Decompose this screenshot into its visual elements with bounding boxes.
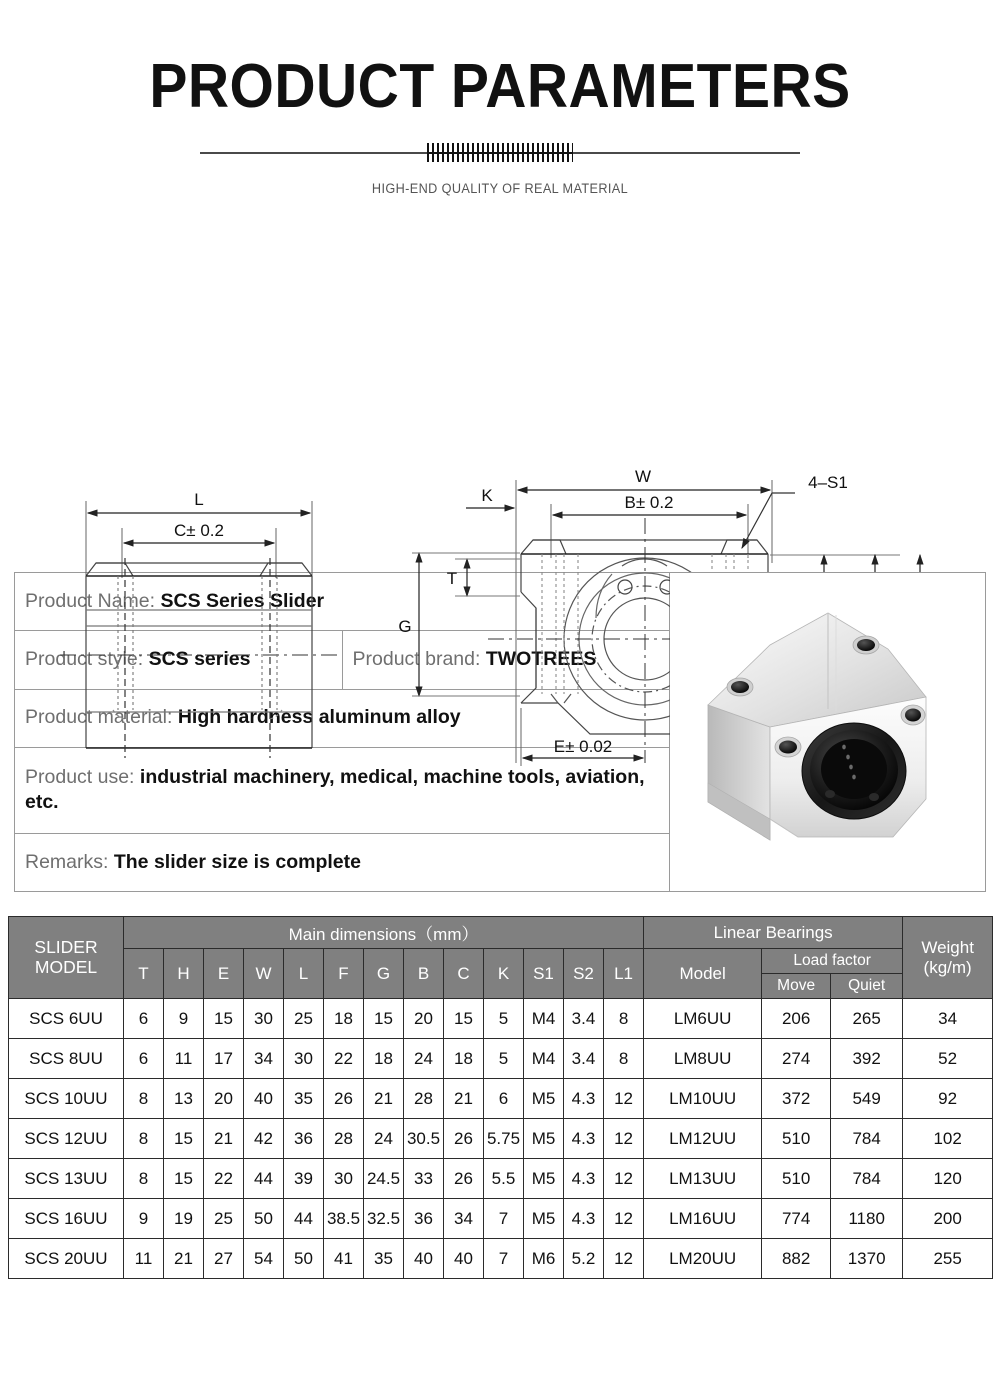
cell-dim-W: 30 xyxy=(244,999,284,1039)
cell-dim-W: 40 xyxy=(244,1079,284,1119)
cell-dim-C: 40 xyxy=(444,1239,484,1279)
th-dim-L: L xyxy=(284,949,324,999)
cell-load-move: 372 xyxy=(762,1079,831,1119)
cell-dim-W: 34 xyxy=(244,1039,284,1079)
cell-dim-E: 22 xyxy=(204,1159,244,1199)
th-dim-S2: S2 xyxy=(564,949,604,999)
cell-dim-G: 15 xyxy=(364,999,404,1039)
product-photo xyxy=(678,587,978,877)
th-main-dimensions: Main dimensions（mm） xyxy=(124,917,644,949)
cell-load-quiet: 784 xyxy=(831,1119,903,1159)
th-dim-L1: L1 xyxy=(604,949,644,999)
cell-dim-C: 21 xyxy=(444,1079,484,1119)
cell-dim-T: 6 xyxy=(124,999,164,1039)
info-value-material: High hardness aluminum alloy xyxy=(177,706,461,729)
label-E: E± 0.02 xyxy=(553,737,613,757)
cell-bearing-model: LM6UU xyxy=(644,999,762,1039)
cell-dim-W: 42 xyxy=(244,1119,284,1159)
cell-weight: 255 xyxy=(903,1239,993,1279)
cell-dim-C: 26 xyxy=(444,1159,484,1199)
info-label-brand: Product brand: xyxy=(352,648,481,671)
info-row-style-brand xyxy=(15,631,670,689)
info-value-use: industrial machinery, medical, machine tools, aviation, etc. xyxy=(25,765,645,814)
cell-dim-L: 25 xyxy=(284,999,324,1039)
cell-load-quiet: 549 xyxy=(831,1079,903,1119)
cell-dim-G: 24 xyxy=(364,1119,404,1159)
cell-dim-H: 11 xyxy=(164,1039,204,1079)
cell-dim-E: 20 xyxy=(204,1079,244,1119)
info-value-style: SCS series xyxy=(148,648,251,671)
cell-dim-L: 39 xyxy=(284,1159,324,1199)
cell-dim-T: 11 xyxy=(124,1239,164,1279)
th-weight: Weight (kg/m) xyxy=(903,917,993,999)
info-value-name: SCS Series Slider xyxy=(160,589,325,612)
cell-dim-H: 15 xyxy=(164,1159,204,1199)
table-row xyxy=(9,1159,993,1199)
cell-weight: 52 xyxy=(903,1039,993,1079)
info-row-use xyxy=(15,747,670,833)
info-row-remarks xyxy=(15,833,670,891)
cell-dim-S1: M4 xyxy=(524,999,564,1039)
cell-dim-F: 22 xyxy=(324,1039,364,1079)
cell-dim-W: 44 xyxy=(244,1159,284,1199)
info-value-brand: TWOTREES xyxy=(485,648,597,671)
th-dim-G: G xyxy=(364,949,404,999)
cell-dim-S2: 5.2 xyxy=(564,1239,604,1279)
info-label-name: Product Name: xyxy=(25,589,156,612)
cell-dim-L: 35 xyxy=(284,1079,324,1119)
table-row xyxy=(9,1199,993,1239)
cell-dim-K: 7 xyxy=(484,1199,524,1239)
cell-dim-B: 36 xyxy=(404,1199,444,1239)
cell-bearing-model: LM12UU xyxy=(644,1119,762,1159)
cell-dim-L1: 12 xyxy=(604,1159,644,1199)
cell-dim-B: 24 xyxy=(404,1039,444,1079)
product-photo-panel xyxy=(670,572,986,892)
cell-dim-H: 15 xyxy=(164,1119,204,1159)
cell-dim-L1: 12 xyxy=(604,1119,644,1159)
table-row xyxy=(9,1239,993,1279)
spec-table-body xyxy=(9,999,993,1279)
cell-dim-G: 18 xyxy=(364,1039,404,1079)
cell-dim-S1: M5 xyxy=(524,1159,564,1199)
cell-bearing-model: LM16UU xyxy=(644,1199,762,1239)
cell-load-quiet: 265 xyxy=(831,999,903,1039)
cell-dim-S1: M5 xyxy=(524,1119,564,1159)
cell-dim-L: 50 xyxy=(284,1239,324,1279)
cell-load-quiet: 1370 xyxy=(831,1239,903,1279)
cell-dim-L: 36 xyxy=(284,1119,324,1159)
cell-dim-K: 5.5 xyxy=(484,1159,524,1199)
label-C: C± 0.2 xyxy=(174,521,224,541)
cell-dim-B: 40 xyxy=(404,1239,444,1279)
th-linear-bearings: Linear Bearings xyxy=(644,917,903,949)
cell-dim-C: 34 xyxy=(444,1199,484,1239)
info-value-remarks: The slider size is complete xyxy=(113,850,361,873)
cell-dim-B: 28 xyxy=(404,1079,444,1119)
specification-table-wrap xyxy=(8,916,992,1279)
spec-head-row-1 xyxy=(9,917,993,949)
label-T: T xyxy=(446,569,458,589)
cell-dim-S2: 4.3 xyxy=(564,1119,604,1159)
cell-dim-H: 19 xyxy=(164,1199,204,1239)
cell-slider-model: SCS 16UU xyxy=(9,1199,124,1239)
cell-dim-F: 30 xyxy=(324,1159,364,1199)
cell-dim-W: 54 xyxy=(244,1239,284,1279)
label-4S1: 4–S1 xyxy=(808,473,848,493)
cell-dim-H: 21 xyxy=(164,1239,204,1279)
cell-load-quiet: 784 xyxy=(831,1159,903,1199)
cell-load-move: 882 xyxy=(762,1239,831,1279)
table-row xyxy=(9,1039,993,1079)
product-info-section xyxy=(14,572,986,892)
page-title: PRODUCT PARAMETERS xyxy=(149,52,851,121)
info-cell-name xyxy=(15,573,670,631)
th-dim-T: T xyxy=(124,949,164,999)
cell-slider-model: SCS 13UU xyxy=(9,1159,124,1199)
cell-dim-S1: M5 xyxy=(524,1079,564,1119)
cell-bearing-model: LM20UU xyxy=(644,1239,762,1279)
title-divider xyxy=(200,141,800,163)
cell-dim-S2: 4.3 xyxy=(564,1079,604,1119)
th-dim-F: F xyxy=(324,949,364,999)
cell-dim-S2: 3.4 xyxy=(564,999,604,1039)
th-dim-W: W xyxy=(244,949,284,999)
cell-dim-W: 50 xyxy=(244,1199,284,1239)
cell-dim-K: 5 xyxy=(484,1039,524,1079)
cell-dim-T: 8 xyxy=(124,1159,164,1199)
cell-weight: 102 xyxy=(903,1119,993,1159)
product-info-table xyxy=(14,572,670,892)
cell-load-quiet: 1180 xyxy=(831,1199,903,1239)
label-G: G xyxy=(398,617,412,637)
label-L: L xyxy=(194,490,204,510)
cell-dim-T: 9 xyxy=(124,1199,164,1239)
cell-dim-E: 21 xyxy=(204,1119,244,1159)
cell-slider-model: SCS 10UU xyxy=(9,1079,124,1119)
info-cell-brand xyxy=(342,631,670,689)
th-dim-B: B xyxy=(404,949,444,999)
cell-dim-F: 26 xyxy=(324,1079,364,1119)
cell-dim-K: 5.75 xyxy=(484,1119,524,1159)
cell-load-move: 510 xyxy=(762,1159,831,1199)
cell-dim-G: 21 xyxy=(364,1079,404,1119)
cell-dim-C: 18 xyxy=(444,1039,484,1079)
info-cell-style xyxy=(15,631,343,689)
cell-dim-S1: M6 xyxy=(524,1239,564,1279)
info-label-use: Product use: xyxy=(25,765,135,788)
page-header xyxy=(0,0,1000,196)
cell-load-move: 774 xyxy=(762,1199,831,1239)
cell-dim-G: 35 xyxy=(364,1239,404,1279)
cell-weight: 92 xyxy=(903,1079,993,1119)
cell-load-move: 206 xyxy=(762,999,831,1039)
cell-dim-T: 6 xyxy=(124,1039,164,1079)
cell-load-quiet: 392 xyxy=(831,1039,903,1079)
th-load-factor: Load factor xyxy=(762,949,903,974)
cell-dim-B: 33 xyxy=(404,1159,444,1199)
th-dim-E: E xyxy=(204,949,244,999)
cell-dim-G: 32.5 xyxy=(364,1199,404,1239)
spec-table-head xyxy=(9,917,993,999)
page-subtitle: HIGH-END QUALITY OF REAL MATERIAL xyxy=(371,181,629,197)
cell-weight: 120 xyxy=(903,1159,993,1199)
label-B: B± 0.2 xyxy=(624,493,674,513)
cell-dim-L1: 8 xyxy=(604,1039,644,1079)
cell-dim-T: 8 xyxy=(124,1119,164,1159)
cell-dim-B: 30.5 xyxy=(404,1119,444,1159)
cell-dim-F: 18 xyxy=(324,999,364,1039)
cell-slider-model: SCS 8UU xyxy=(9,1039,124,1079)
cell-weight: 200 xyxy=(903,1199,993,1239)
label-K: K xyxy=(481,486,493,506)
cell-dim-T: 8 xyxy=(124,1079,164,1119)
th-dim-C: C xyxy=(444,949,484,999)
cell-dim-G: 24.5 xyxy=(364,1159,404,1199)
th-dim-K: K xyxy=(484,949,524,999)
cell-weight: 34 xyxy=(903,999,993,1039)
info-cell-remarks xyxy=(15,833,670,891)
cell-dim-F: 41 xyxy=(324,1239,364,1279)
cell-dim-E: 27 xyxy=(204,1239,244,1279)
th-load-move: Move xyxy=(762,974,831,999)
cell-dim-C: 15 xyxy=(444,999,484,1039)
divider-comb-ornament xyxy=(427,143,573,162)
cell-dim-H: 9 xyxy=(164,999,204,1039)
cell-dim-S2: 4.3 xyxy=(564,1159,604,1199)
cell-dim-E: 17 xyxy=(204,1039,244,1079)
cell-dim-L1: 12 xyxy=(604,1199,644,1239)
th-dim-H: H xyxy=(164,949,204,999)
cell-dim-E: 25 xyxy=(204,1199,244,1239)
info-label-remarks: Remarks: xyxy=(25,850,109,873)
cell-load-move: 274 xyxy=(762,1039,831,1079)
cell-dim-F: 28 xyxy=(324,1119,364,1159)
cell-bearing-model: LM13UU xyxy=(644,1159,762,1199)
cell-dim-L: 44 xyxy=(284,1199,324,1239)
cell-dim-L1: 12 xyxy=(604,1239,644,1279)
info-label-style: Product style: xyxy=(25,648,144,671)
cell-dim-K: 7 xyxy=(484,1239,524,1279)
cell-bearing-model: LM10UU xyxy=(644,1079,762,1119)
label-W: W xyxy=(634,467,652,487)
cell-dim-S2: 4.3 xyxy=(564,1199,604,1239)
info-cell-use xyxy=(15,747,670,833)
cell-dim-B: 20 xyxy=(404,999,444,1039)
cell-bearing-model: LM8UU xyxy=(644,1039,762,1079)
cell-dim-C: 26 xyxy=(444,1119,484,1159)
table-row xyxy=(9,1079,993,1119)
specification-table xyxy=(8,916,993,1279)
info-row-name xyxy=(15,573,670,631)
spec-head-row-2 xyxy=(9,949,993,974)
cell-dim-K: 5 xyxy=(484,999,524,1039)
cell-dim-S1: M5 xyxy=(524,1199,564,1239)
cell-dim-E: 15 xyxy=(204,999,244,1039)
table-row xyxy=(9,999,993,1039)
cell-slider-model: SCS 12UU xyxy=(9,1119,124,1159)
cell-dim-F: 38.5 xyxy=(324,1199,364,1239)
th-bearing-model: Model xyxy=(644,949,762,999)
th-slider-model: SLIDER MODEL xyxy=(9,917,124,999)
cell-dim-K: 6 xyxy=(484,1079,524,1119)
cell-slider-model: SCS 20UU xyxy=(9,1239,124,1279)
cell-dim-L1: 12 xyxy=(604,1079,644,1119)
cell-dim-H: 13 xyxy=(164,1079,204,1119)
cell-dim-S1: M4 xyxy=(524,1039,564,1079)
table-row xyxy=(9,1119,993,1159)
cell-dim-S2: 3.4 xyxy=(564,1039,604,1079)
cell-dim-L1: 8 xyxy=(604,999,644,1039)
th-load-quiet: Quiet xyxy=(831,974,903,999)
cell-dim-L: 30 xyxy=(284,1039,324,1079)
cell-slider-model: SCS 6UU xyxy=(9,999,124,1039)
cell-load-move: 510 xyxy=(762,1119,831,1159)
th-dim-S1: S1 xyxy=(524,949,564,999)
info-label-material: Product material: xyxy=(25,706,173,729)
